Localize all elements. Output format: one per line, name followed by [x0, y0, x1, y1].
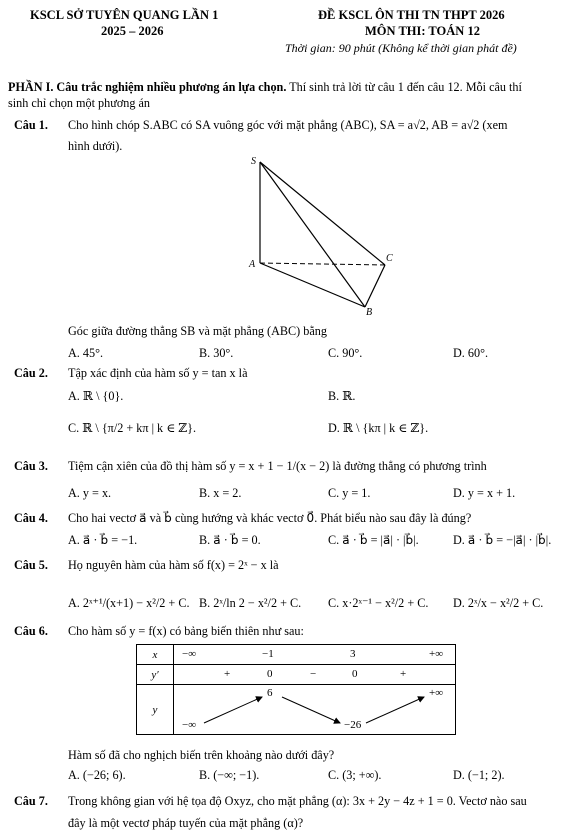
q2-option-d[interactable]: D. ℝ \ {kπ | k ∈ ℤ}. [328, 421, 429, 435]
q2-option-c[interactable]: C. ℝ \ {π/2 + kπ | k ∈ ℤ}. [68, 421, 197, 435]
vt-yp-0: + [224, 668, 231, 680]
q6-option-d[interactable]: D. (−1; 2). [453, 768, 505, 782]
vt-yp-1: 0 [267, 668, 273, 680]
part1-intro [8, 80, 522, 95]
vt-y-2: −26 [344, 719, 362, 731]
part1-desc2: sinh chỉ chọn một phương án [8, 96, 151, 110]
q4-option-d[interactable]: D. a⃗ · b⃗ = −|a⃗| · |b⃗|. [453, 533, 552, 547]
label-a: A [249, 259, 256, 270]
vt-x-label: x [137, 645, 174, 665]
q1-option-a[interactable]: A. 45°. [68, 346, 104, 360]
q4-option-a[interactable]: A. a⃗ · b⃗ = −1. [68, 533, 138, 547]
exam-title: ĐỀ KSCL ÔN THI TN THPT 2026 [318, 8, 505, 22]
part1-title: PHẦN I. Câu trắc nghiệm nhiều phương án lựa chọn. [8, 80, 287, 94]
q1-option-c[interactable]: C. 90°. [328, 346, 363, 360]
q6-option-a[interactable]: A. (−26; 6). [68, 768, 126, 782]
vt-yp-4: + [400, 668, 407, 680]
q2-option-b[interactable]: B. ℝ. [328, 389, 356, 403]
q4-option-c[interactable]: C. a⃗ · b⃗ = |a⃗| · |b⃗|. [328, 533, 419, 547]
q3-option-d[interactable]: D. y = x + 1. [453, 486, 516, 500]
q4-label: Câu 4. [14, 511, 48, 525]
vt-y-1: 6 [267, 687, 273, 699]
q2-option-a[interactable]: A. ℝ \ {0}. [68, 389, 124, 403]
q6-option-c[interactable]: C. (3; +∞). [328, 768, 382, 782]
q7-text: Trong không gian với hệ tọa độ Oxyz, cho mặt phẳng (α): 3x + 2y − 4z + 1 = 0. Vectơ nào sau [68, 794, 527, 808]
variation-table [136, 644, 456, 735]
q5-option-c[interactable]: C. x·2ˣ⁻¹ − x²/2 + C. [328, 596, 429, 610]
subject-title: MÔN THI: TOÁN 12 [365, 24, 480, 38]
q7-label: Câu 7. [14, 794, 48, 808]
school-title: KSCL SỞ TUYÊN QUANG LẦN 1 [30, 8, 219, 22]
q5-option-a[interactable]: A. 2ˣ⁺¹/(x+1) − x²/2 + C. [68, 596, 190, 610]
q4-text: Cho hai vectơ a⃗ và b⃗ cùng hướng và khác vectơ 0⃗. Phát biểu nào sau đây là đúng? [68, 511, 472, 525]
exam-time: Thời gian: 90 phút (Không kể thời gian phát đề) [285, 41, 517, 55]
school-year: 2025 – 2026 [101, 24, 164, 38]
vt-yp-2: − [310, 668, 317, 680]
vt-y-label: y [137, 685, 174, 735]
q5-text: Họ nguyên hàm của hàm số f(x) = 2ˣ − x là [68, 558, 279, 572]
vt-x-0: −∞ [182, 648, 197, 660]
vt-yp-3: 0 [352, 668, 358, 680]
q6-option-b[interactable]: B. (−∞; −1). [199, 768, 260, 782]
q1-text3: Góc giữa đường thẳng SB và mặt phẳng (ABC) bằng [68, 324, 327, 338]
vt-y-row [174, 685, 456, 735]
q5-option-d[interactable]: D. 2ˣ/x − x²/2 + C. [453, 596, 544, 610]
part1-desc: Thí sinh trả lời từ câu 1 đến câu 12. Mỗi câu thí [286, 80, 522, 94]
q1-option-b[interactable]: B. 30°. [199, 346, 234, 360]
vt-x-1: −1 [262, 648, 274, 660]
q5-label: Câu 5. [14, 558, 48, 572]
vt-arrows [174, 685, 458, 735]
vt-yp-label: y′ [137, 665, 174, 685]
vt-y-3: +∞ [429, 687, 444, 699]
q3-option-b[interactable]: B. x = 2. [199, 486, 242, 500]
q1-text: Cho hình chóp S.ABC có SA vuông góc với mặt phẳng (ABC), SA = a√2, AB = a√2 (xem [68, 118, 508, 132]
label-b: B [366, 307, 373, 318]
q1-label: Câu 1. [14, 118, 48, 132]
pyramid-figure [245, 150, 400, 320]
q5-option-b[interactable]: B. 2ˣ/ln 2 − x²/2 + C. [199, 596, 302, 610]
vt-x-row [174, 645, 456, 665]
vt-yp-row [174, 665, 456, 685]
label-s: S [251, 156, 256, 167]
q3-label: Câu 3. [14, 459, 48, 473]
vt-x-2: 3 [350, 648, 356, 660]
q1-option-d[interactable]: D. 60°. [453, 346, 489, 360]
label-c: C [386, 253, 393, 264]
vt-y-0: −∞ [182, 719, 197, 731]
q3-option-a[interactable]: A. y = x. [68, 486, 112, 500]
q3-text: Tiệm cận xiên của đồ thị hàm số y = x + 1 − 1/(x − 2) là đường thẳng có phương trình [68, 459, 487, 473]
q1-text2: hình dưới). [68, 139, 123, 153]
q6-text: Cho hàm số y = f(x) có bảng biến thiên như sau: [68, 624, 304, 638]
q4-option-b[interactable]: B. a⃗ · b⃗ = 0. [199, 533, 261, 547]
q2-text: Tập xác định của hàm số y = tan x là [68, 366, 248, 380]
q6-text2: Hàm số đã cho nghịch biến trên khoảng nào dưới đây? [68, 748, 335, 762]
q6-label: Câu 6. [14, 624, 48, 638]
q3-option-c[interactable]: C. y = 1. [328, 486, 371, 500]
q7-text2: đây là một vectơ pháp tuyến của mặt phẳng (α)? [68, 816, 304, 830]
vt-x-3: +∞ [429, 648, 444, 660]
q2-label: Câu 2. [14, 366, 48, 380]
